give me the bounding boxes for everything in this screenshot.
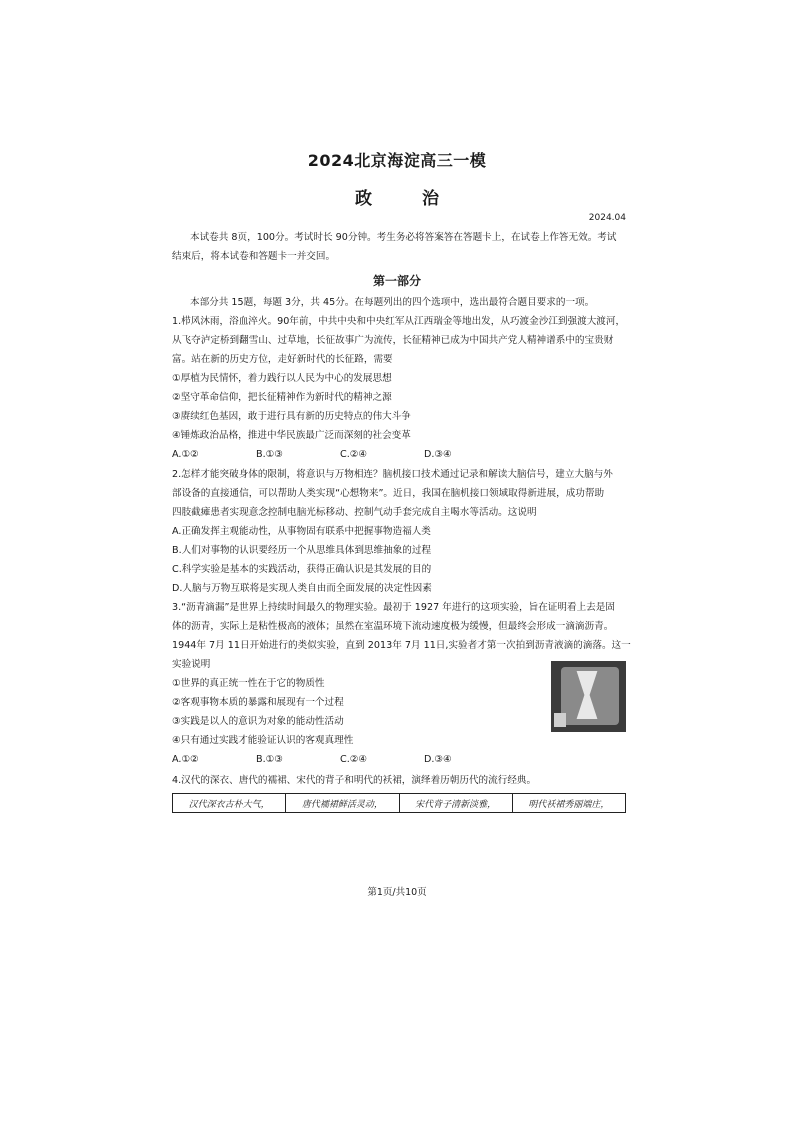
q2-option-b[interactable]: B.人们对事物的认识要经历一个从思维具体到思维抽象的过程 (172, 545, 432, 556)
q4-table-cell-song: 宋代背子清新淡雅， (400, 794, 513, 812)
page-title: 2024北京海淀高三一模 (307, 151, 487, 170)
q3-line-2: 体的沥青，实际上是粘性极高的液体；虽然在室温环境下流动速度极为缓慢，但最终会形成一滴滴沥青。 (172, 621, 614, 632)
q1-line-1: 1.栉风沐雨，浴血淬火。90年前，中共中央和中央红军从江西瑞金等地出发，从巧渡金沙江到强渡大渡河， (172, 316, 626, 327)
q4-clothing-table (172, 793, 626, 813)
q1-options (172, 449, 508, 460)
exam-date: 2024.04 (588, 213, 626, 223)
q1-item-1: ①厚植为民情怀，着力践行以人民为中心的发展思想 (172, 373, 392, 384)
q4-table-cell-han: 汉代深衣古朴大气， (173, 794, 286, 812)
q3-item-3: ③实践是以人的意识为对象的能动性活动 (172, 716, 344, 727)
q4-table-cell-ming: 明代袄裙秀丽端庄， (528, 799, 610, 810)
q3-option-a[interactable]: A.①② (172, 754, 199, 765)
q1-item-4: ④锤炼政治品格，推进中华民族最广泛而深刻的社会变革 (172, 430, 411, 441)
q3-line-1: 3.“沥青滴漏”是世界上持续时间最久的物理实验。最初于 1927 年进行的这项实验，旨在证明看上去是固 (172, 602, 615, 613)
q1-item-2: ②坚守革命信仰，把长征精神作为新时代的精神之源 (172, 392, 392, 403)
section-title: 第一部分 (372, 274, 421, 288)
page-footer: 第1页/共10页 (367, 887, 427, 898)
q2-option-a[interactable]: A.正确发挥主观能动性，从事物固有联系中把握事物造福人类 (172, 526, 431, 537)
q3-options (172, 754, 508, 765)
q3-line-4: 实验说明 (172, 659, 211, 670)
q2-line-2: 部设备的直接通信，可以帮助人类实现“心想物来”。近日，我国在脑机接口领域取得新进展，成功帮助 (172, 488, 605, 499)
q2-line-1: 2.怎样才能突破身体的限制，将意识与万物相连？脑机接口技术通过记录和解读大脑信号，建立大脑与外 (172, 469, 613, 480)
q1-option-a[interactable]: A.①② (172, 449, 199, 460)
q4-line: 4.汉代的深衣、唐代的襦裙、宋代的背子和明代的袄裙，演绎着历朝历代的流行经典。 (172, 775, 537, 786)
q2-option-c[interactable]: C.科学实验是基本的实践活动，获得正确认识是其发展的目的 (172, 564, 432, 575)
q2-line-3: 四肢截瘫患者实现意念控制电脑光标移动、控制气动手套完成自主喝水等活动。这说明 (172, 507, 537, 518)
q1-line-2: 从飞夺泸定桥到翻雪山、过草地，长征故事广为流传，长征精神已成为中国共产党人精神谱系中的宝贵财 (172, 335, 614, 346)
q4-table-cell-tang: 唐代襦裙鲜活灵动， (286, 794, 399, 812)
photo-label (554, 713, 566, 727)
q1-item-3: ③赓续红色基因，敢于进行具有新的历史特点的伟大斗争 (172, 411, 411, 422)
q3-item-1: ①世界的真正统一性在于它的物质性 (172, 678, 325, 689)
q3-line-3: 1944年 7月 11日开始进行的类似实验，直到 2013年 7月 11日,实验者才第一次拍到沥青液滴的滴落。这一 (172, 640, 631, 651)
instructions-line-2: 结束后，将本试卷和答题卡一并交回。 (172, 251, 336, 262)
q2-option-d[interactable]: D.人脑与万物互联将是实现人类自由而全面发展的决定性因素 (172, 583, 432, 594)
q3-item-4: ④只有通过实践才能验证认识的客观真理性 (172, 735, 354, 746)
q3-option-b[interactable]: B.①③ (256, 754, 283, 765)
instructions-line-1: 本试卷共 8页，100分。考试时长 90分钟。考生务必将答案答在答题卡上，在试卷上作答无效。考试 (190, 232, 617, 243)
q1-line-3: 富。站在新的历史方位，走好新时代的长征路，需要 (172, 354, 393, 365)
subject-title: 政 治 (355, 189, 461, 209)
q1-option-d[interactable]: D.③④ (424, 449, 452, 460)
q3-option-d[interactable]: D.③④ (424, 754, 452, 765)
pitch-drop-photo (551, 661, 626, 732)
q3-option-c[interactable]: C.②④ (340, 754, 367, 765)
q3-item-2: ②客观事物本质的暴露和展现有一个过程 (172, 697, 344, 708)
section-intro: 本部分共 15题，每题 3分，共 45分。在每题列出的四个选项中，选出最符合题目要求的一项。 (190, 297, 595, 308)
q1-option-b[interactable]: B.①③ (256, 449, 283, 460)
q1-option-c[interactable]: C.②④ (340, 449, 367, 460)
